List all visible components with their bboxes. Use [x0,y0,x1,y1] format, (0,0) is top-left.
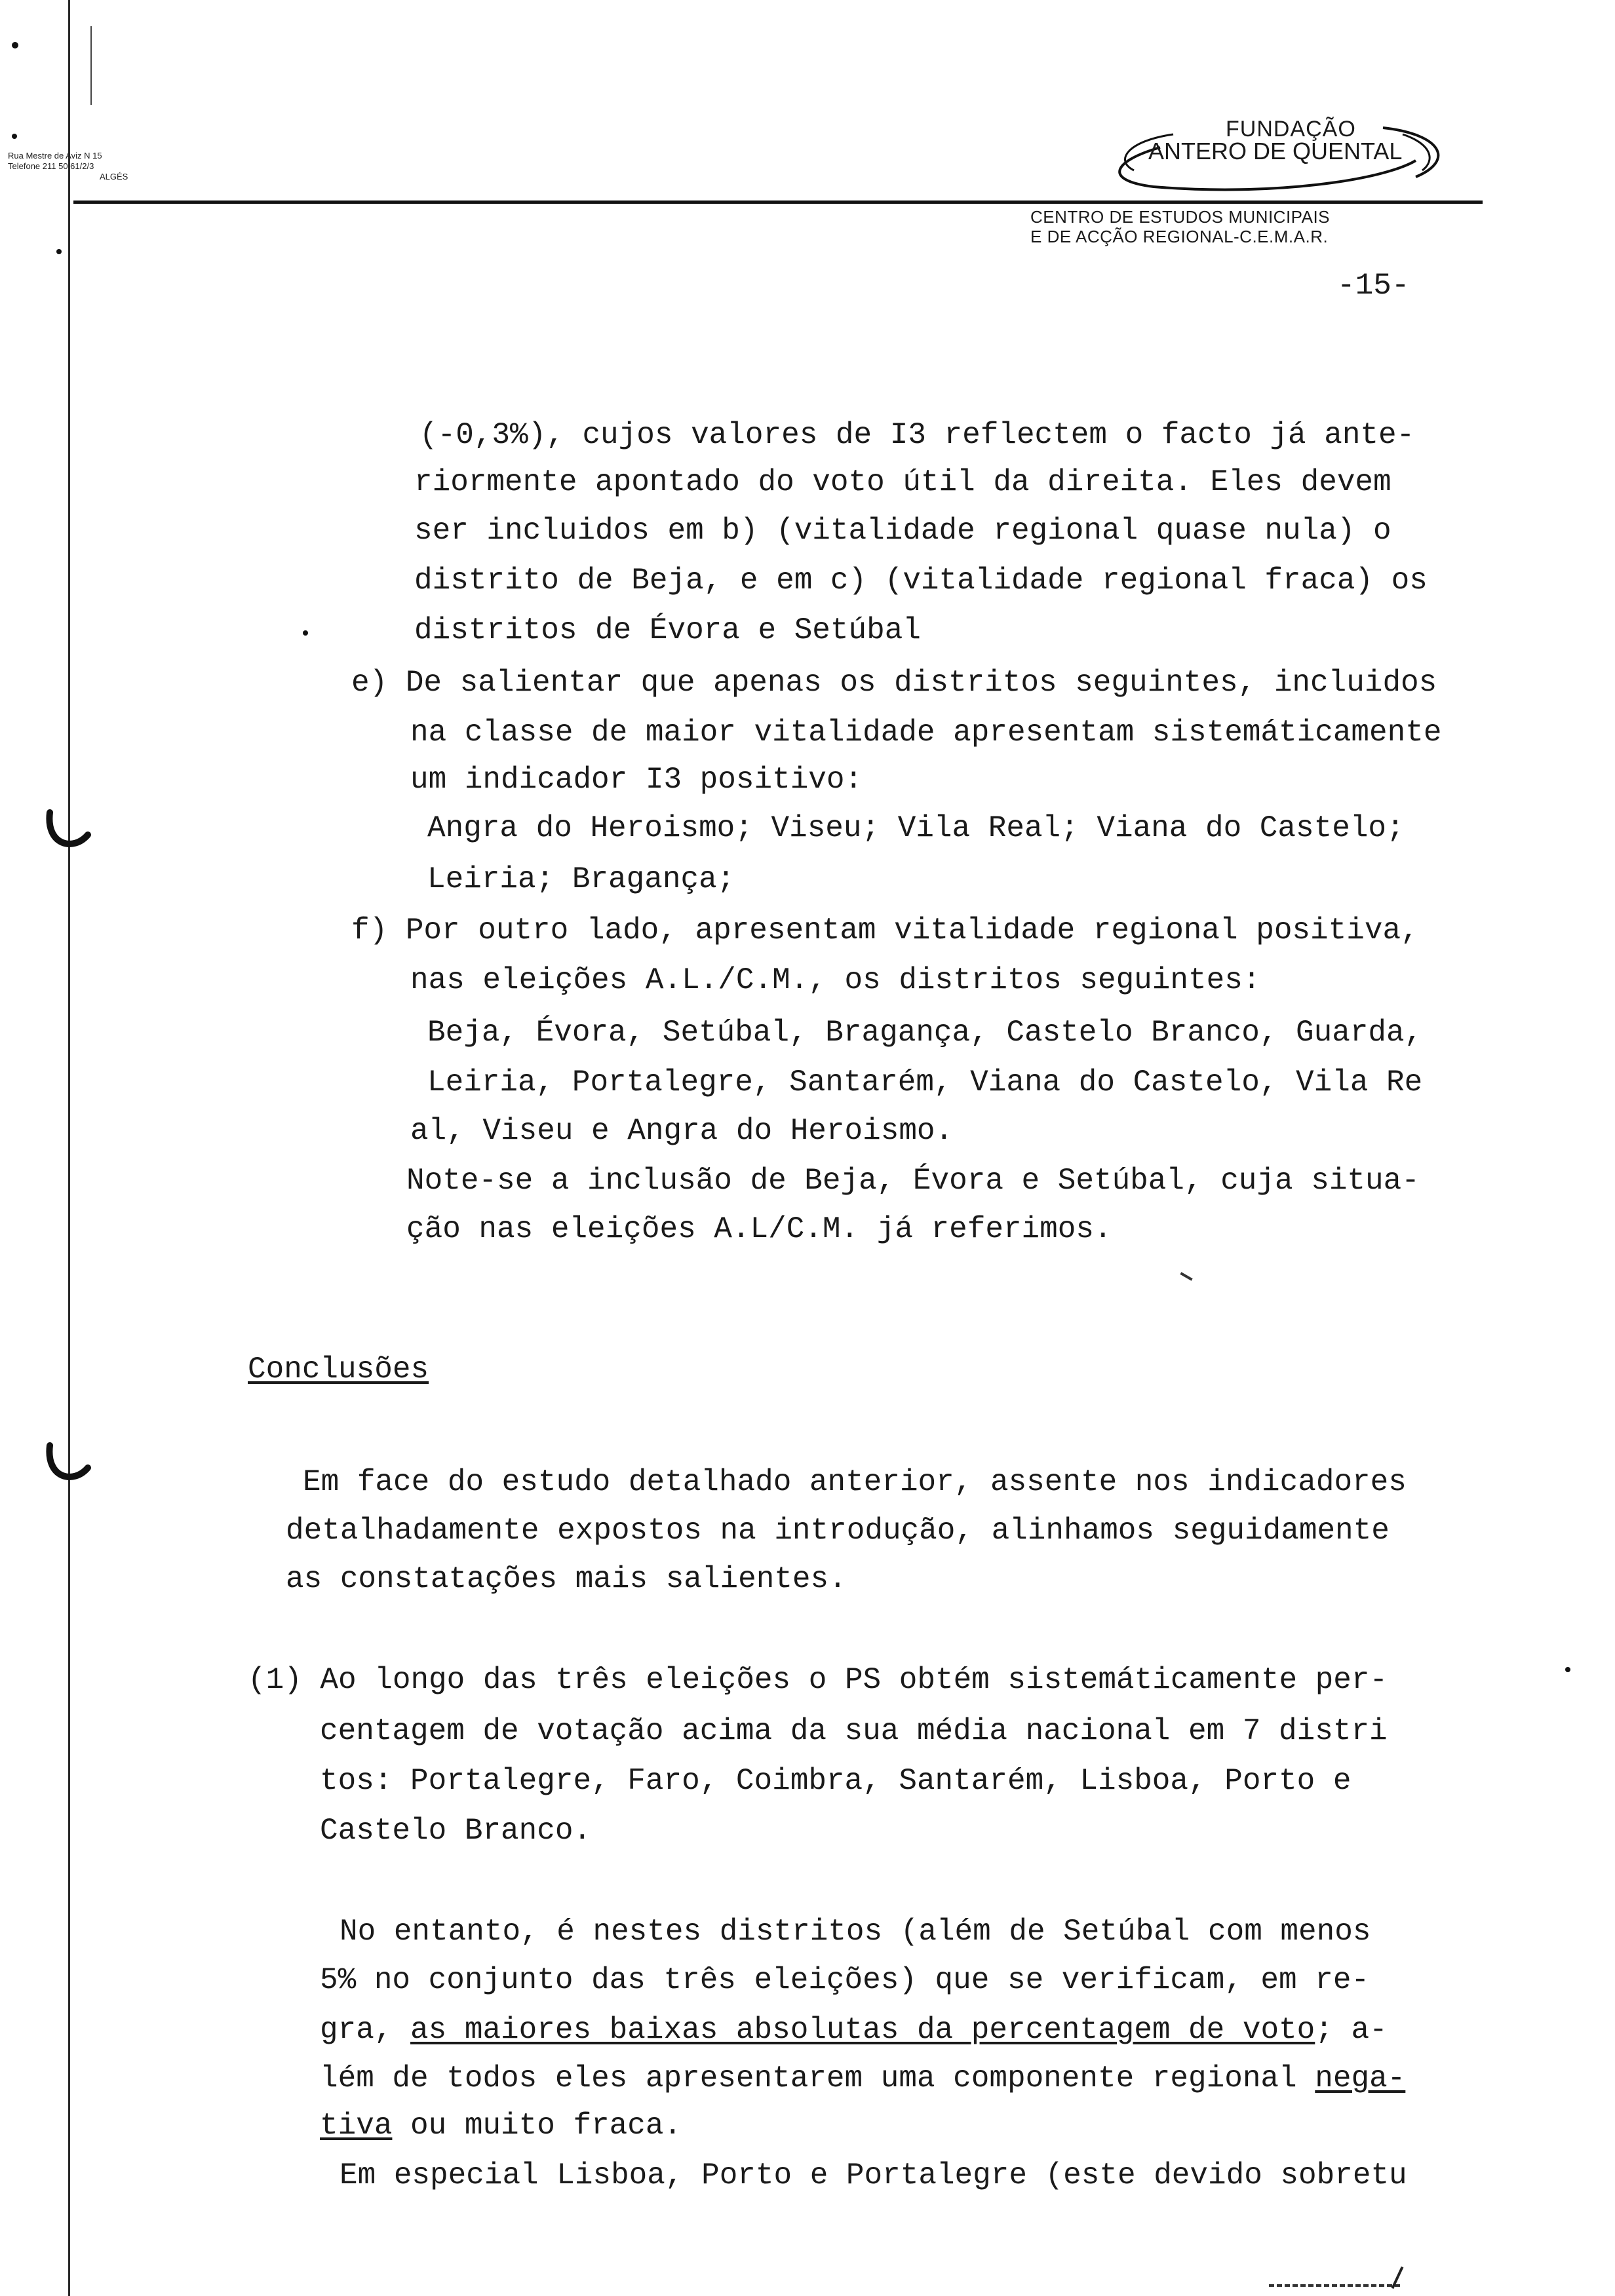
body-line: centagem de votação acima da sua média nacional em 7 distri [320,1714,1388,1748]
body-line: detalhadamente expostos na introdução, alinhamos seguidamente [286,1514,1390,1548]
speck-dot [1565,1667,1570,1672]
body-line: (1) Ao longo das três eleições o PS obtém sistemáticamente per- [248,1663,1388,1697]
underlined-phrase: as maiores baixas absolutas da percentagem de voto [410,2013,1315,2047]
body-line: ser incluidos em b) (vitalidade regional quase nula) o [414,514,1391,548]
body-line: Castelo Branco. [320,1814,592,1848]
body-line: No entanto, é nestes distritos (além de Setúbal com menos [340,1915,1371,1949]
body-line: Angra do Heroismo; Viseu; Vila Real; Viana do Castelo; [427,811,1405,845]
centre-name [1030,207,1330,246]
text-run: lém de todos eles apresentarem uma componente regional [320,2061,1297,2095]
logo-text-top: FUNDAÇÃO [1226,117,1356,142]
body-line: distritos de Évora e Setúbal [414,613,921,647]
speck-dot [56,249,62,254]
body-line: na classe de maior vitalidade apresentam sistemáticamente [410,716,1442,750]
body-line: Note-se a inclusão de Beja, Évora e Setúbal, cuja situa- [406,1164,1420,1198]
section-heading-conclusoes: Conclusões [248,1352,429,1387]
speck-dot [12,42,18,48]
body-line: Leiria, Portalegre, Santarém, Viana do Castelo, Vila Re [427,1065,1423,1100]
body-line: e) De salientar que apenas os distritos seguintes, incluidos [351,666,1437,700]
speck-dot [303,630,308,636]
body-line: f) Por outro lado, apresentam vitalidade regional positiva, [351,913,1419,947]
body-line [320,2060,1405,2097]
address-line: ALGÉS [100,172,128,182]
body-line: al, Viseu e Angra do Heroismo. [410,1114,954,1148]
address-line: Rua Mestre de Aviz N 15 [8,151,102,161]
binder-hole-mark [41,806,93,858]
body-line: 5% no conjunto das três eleições) que se verificam, em re- [320,1963,1370,1997]
body-line: riormente apontado do voto útil da direita. Eles devem [414,465,1391,499]
binder-hole-mark [41,1439,93,1491]
centre-line: E DE ACÇÃO REGIONAL-C.E.M.A.R. [1030,227,1329,246]
body-line: distrito de Beja, e em c) (vitalidade regional fraca) os [414,564,1428,598]
centre-line: CENTRO DE ESTUDOS MUNICIPAIS [1030,207,1331,227]
address-line: Telefone 211 50 61/2/3 [8,161,94,171]
body-line: Em especial Lisboa, Porto e Portalegre (este devido sobretu [340,2158,1407,2192]
header-rule [73,201,1483,204]
speck-dash [1180,1272,1192,1280]
body-line: Beja, Évora, Setúbal, Bragança, Castelo Branco, Guarda, [427,1016,1423,1050]
text-run: gra, [320,2013,393,2047]
left-margin-rule [68,0,70,2296]
body-line [320,2012,1388,2048]
body-line: um indicador I3 positivo: [410,763,863,797]
body-line: Leiria; Bragança; [427,862,735,896]
body-line: Em face do estudo detalhado anterior, assente nos indicadores [303,1465,1407,1499]
body-line [320,2107,682,2144]
body-line: ção nas eleições A.L/C.M. já referimos. [406,1212,1112,1246]
text-run: ou muito fraca. [410,2109,682,2143]
logo-text-bottom: ANTERO DE QUENTAL [1148,138,1403,164]
sender-address [8,151,128,182]
underlined-word: nega- [1315,2061,1406,2095]
underlined-word: tiva [320,2109,393,2143]
speck-dot [12,134,17,139]
body-line: nas eleições A.L./C.M., os distritos seguintes: [410,963,1261,997]
body-line: tos: Portalegre, Faro, Coimbra, Santarém, Lisboa, Porto e [320,1764,1352,1798]
body-line: as constatações mais salientes. [286,1562,847,1596]
page-number: -15- [1337,269,1410,303]
margin-tick [90,26,92,105]
body-line: (-0,3%), cujos valores de I3 reflectem o facto já ante- [419,418,1415,452]
speck-dash [1269,2284,1400,2289]
text-run: ; a- [1315,2013,1388,2047]
